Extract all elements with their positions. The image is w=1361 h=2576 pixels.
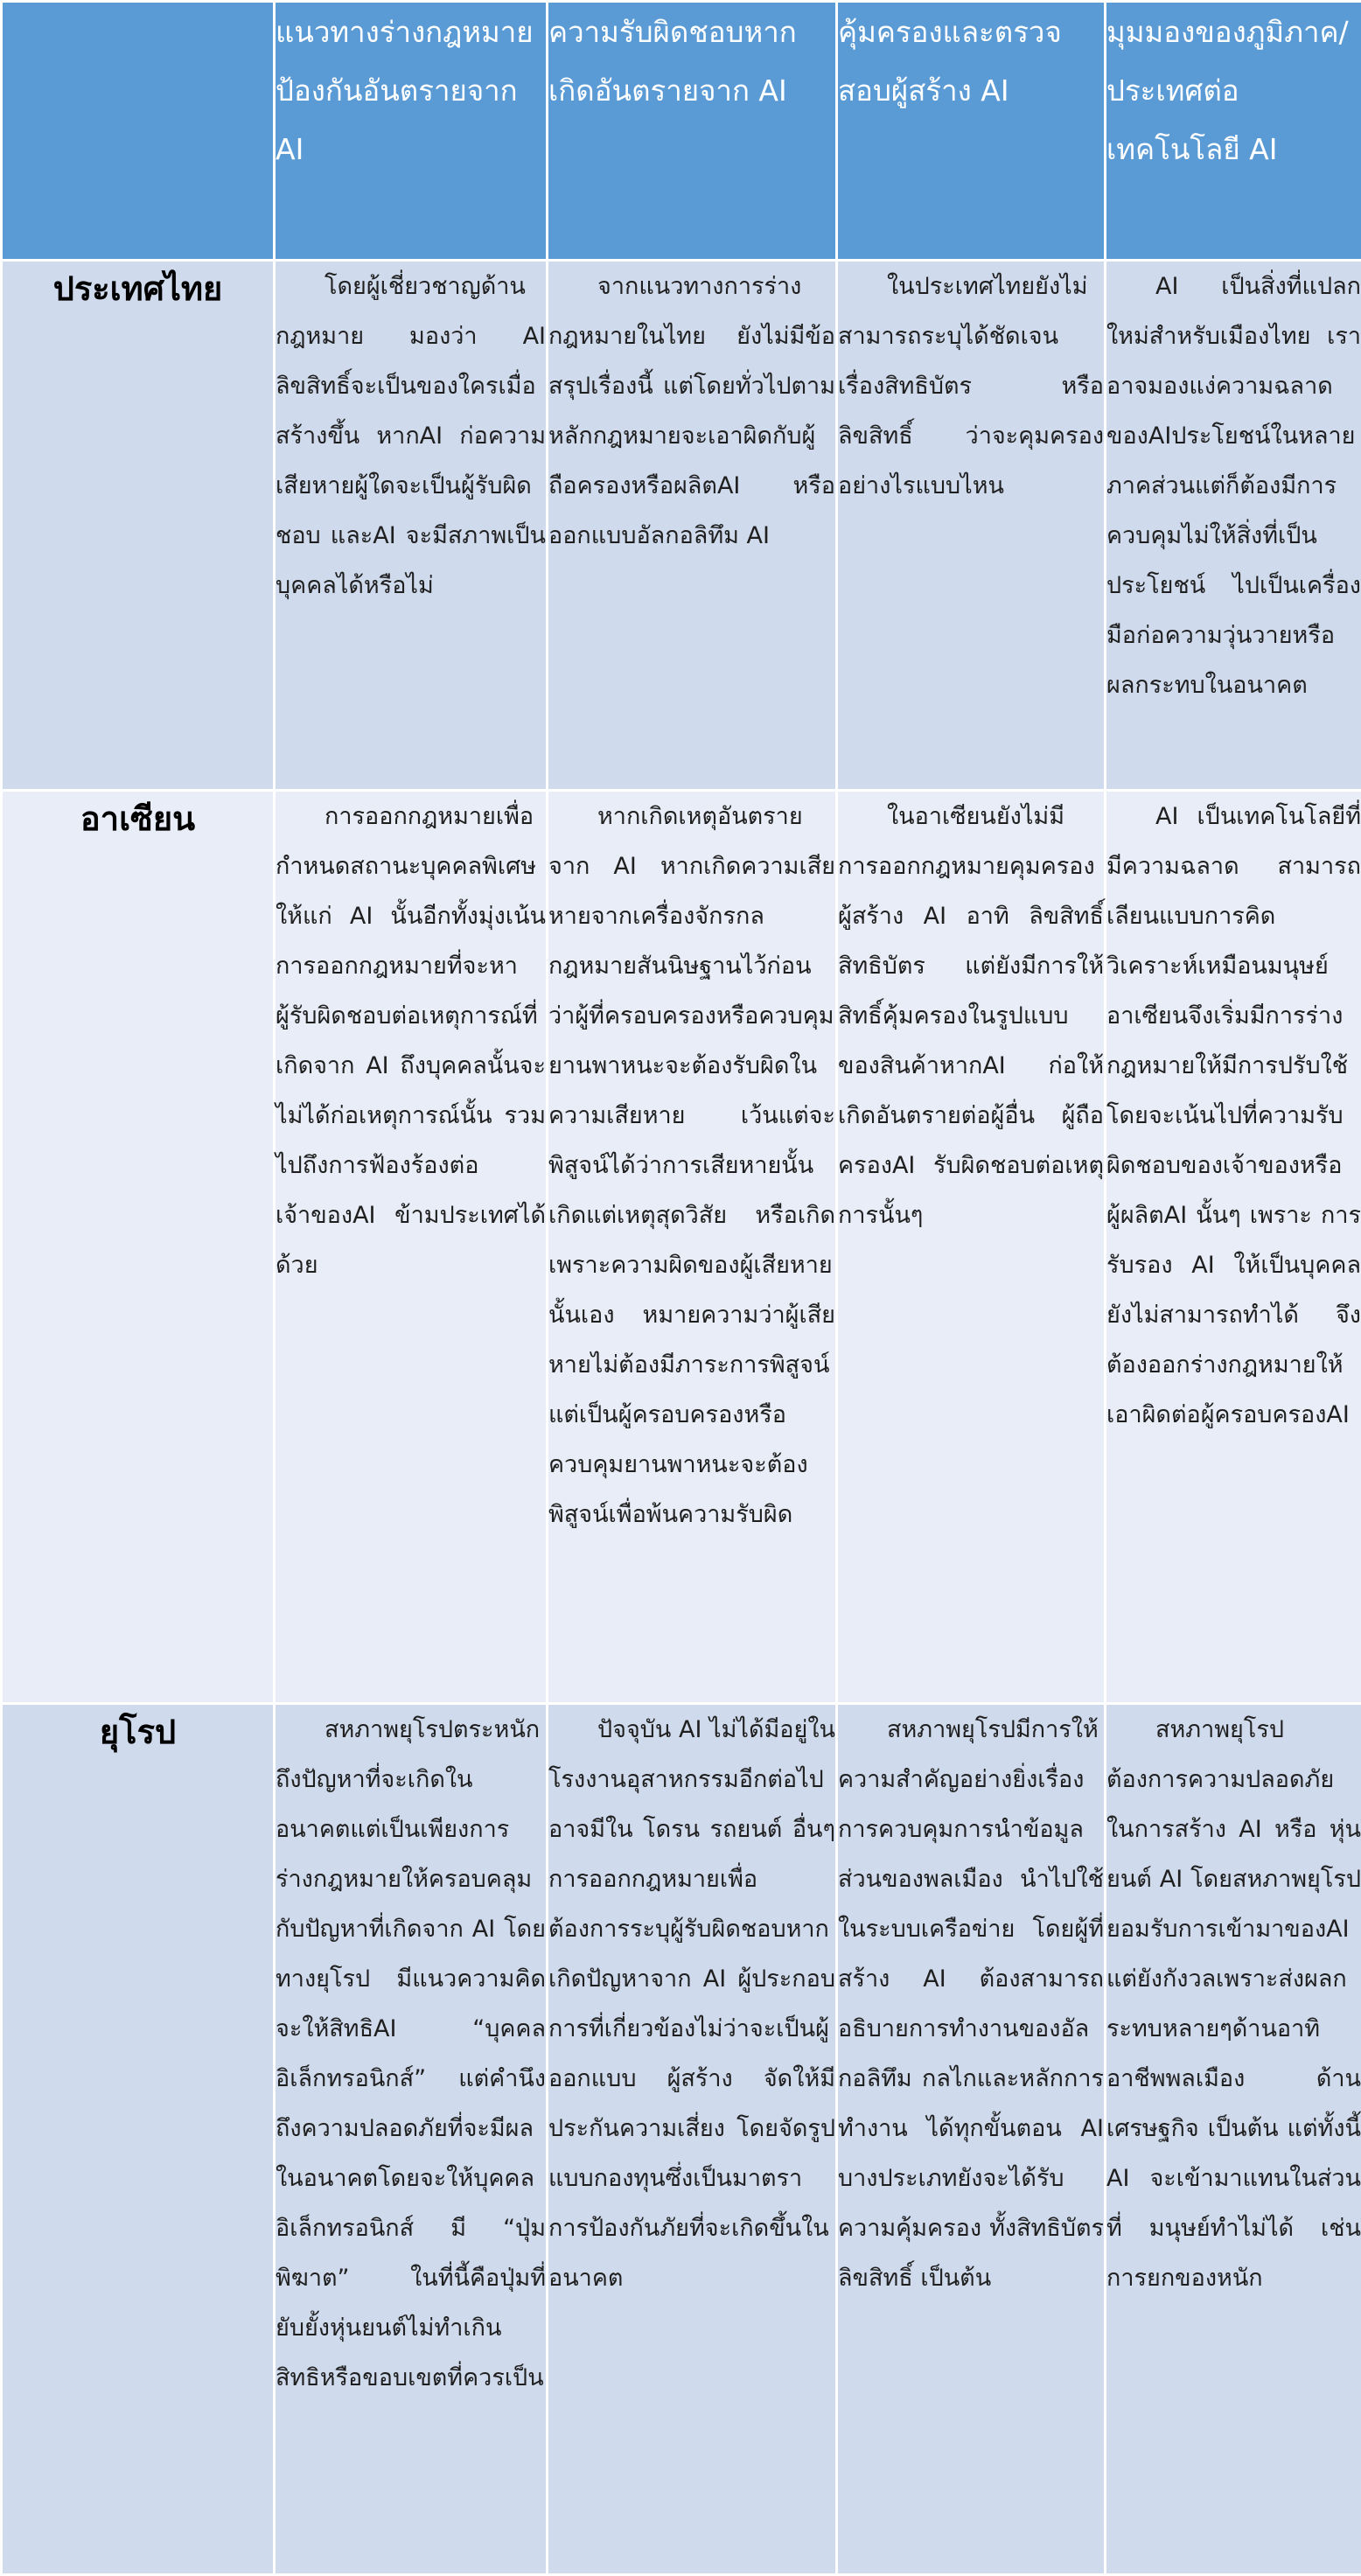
cell-europe-liability: ปัจจุบัน AI ไม่ได้มีอยู่ในโรงงานอุสาหกรรมอีกต่อไป อาจมีใน โดรน รถยนต์ อื่นๆ การออกกฎหมายเพื่อต้องการระบุผู้รับผิดชอบหากเกิดปัญหาจาก AI ผู้ประกอบการที่เกี่ยวข้องไม่ว่าจะเป็นผู้ออกแบบ ผู้สร้าง จัดให้มีประกันความเสี่ยง โดยจัดรูปแบบกองทุนซึ่งเป็นมาตราการป้องกันภัยที่จะเกิดขึ้นในอนาคต: [548, 1704, 837, 2575]
row-header-asean: อาเซียน: [2, 791, 275, 1704]
table-row-thailand: [2, 261, 1361, 791]
corner-cell: [2, 2, 275, 261]
column-header-legal-approach: แนวทางร่างกฎหมายป้องกันอันตรายจาก AI: [275, 2, 548, 261]
table-row-asean: [2, 791, 1361, 1704]
cell-thailand-regional-view: AI เป็นสิ่งที่แปลกใหม่สำหรับเมืองไทย เราอาจมองแง่ความฉลาดของAIประโยชน์ในหลายภาคส่วนแต่ก็ต้องมีการควบคุมไม่ให้สิ่งที่เป็นประโยชน์ ไปเป็นเครื่องมือก่อความวุ่นวายหรือผลกระทบในอนาคต: [1106, 261, 1361, 791]
cell-asean-creator-protection: ในอาเซียนยังไม่มีการออกกฎหมายคุมครองผู้สร้าง AI อาทิ ลิขสิทธิ์ สิทธิบัตร แต่ยังมีการให้สิทธิ์คุ้มครองในรูปแบบของสินค้าหากAI ก่อให้เกิดอันตรายต่อผู้อื่น ผู้ถือครองAI รับผิดชอบต่อเหตุการนั้นๆ: [837, 791, 1106, 1704]
cell-thailand-liability: จากแนวทางการร่างกฎหมายในไทย ยังไม่มีข้อสรุปเรื่องนี้ แต่โดยทั่วไปตามหลักกฎหมายจะเอาผิดกับผู้ถือครองหรือผลิตAI หรือ ออกแบบอัลกอลิทึม AI: [548, 261, 837, 791]
cell-europe-legal-approach: สหภาพยุโรปตระหนักถึงปัญหาที่จะเกิดในอนาคตแต่เป็นเพียงการร่างกฎหมายให้ครอบคลุมกับปัญหาที่เกิดจาก AI โดยทางยุโรป มีแนวความคิดจะให้สิทธิAI “บุคคลอิเล็กทรอนิกส์” แต่คำนึงถึงความปลอดภัยที่จะมีผลในอนาคตโดยจะให้บุคคลอิเล็กทรอนิกส์ มี “ปุ่มพิฆาต” ในที่นี้คือปุ่มที่ยับยั้งหุ่นยนต์ไม่ทำเกินสิทธิหรือขอบเขตที่ควรเป็น: [275, 1704, 548, 2575]
row-header-thailand: ประเทศไทย: [2, 261, 275, 791]
cell-thailand-creator-protection: ในประเทศไทยยังไม่สามารถระบุได้ชัดเจนเรื่องสิทธิบัตร หรือ ลิขสิทธิ์ ว่าจะคุมครองอย่างไรแบบไหน: [837, 261, 1106, 791]
column-header-liability: ความรับผิดชอบหากเกิดอันตรายจาก AI: [548, 2, 837, 261]
column-header-regional-view: มุมมองของภูมิภาค/ประเทศต่อเทคโนโลยี AI: [1106, 2, 1361, 261]
cell-europe-regional-view: สหภาพยุโรปต้องการความปลอดภัยในการสร้าง AI หรือ หุ่นยนต์ AI โดยสหภาพยุโรปยอมรับการเข้ามาของAI แต่ยังกังวลเพราะส่งผลกระทบหลายๆด้านอาทิ อาชีพพลเมือง ด้านเศรษฐกิจ เป็นต้น แต่ทั้งนี้ AI จะเข้ามาแทนในส่วนที่ มนุษย์ทำไม่ได้ เช่น การยกของหนัก: [1106, 1704, 1361, 2575]
column-header-creator-protection: คุ้มครองและตรวจสอบผู้สร้าง AI: [837, 2, 1106, 261]
cell-thailand-legal-approach: โดยผู้เชี่ยวชาญด้านกฎหมาย มองว่า AI ลิขสิทธิ์จะเป็นของใครเมื่อสร้างขึ้น หากAI ก่อความเสียหายผู้ใดจะเป็นผู้รับผิดชอบ และAI จะมีสภาพเป็นบุคคลได้หรือไม่: [275, 261, 548, 791]
row-header-europe: ยุโรป: [2, 1704, 275, 2575]
cell-europe-creator-protection: สหภาพยุโรปมีการให้ความสำคัญอย่างยิ่งเรื่องการควบคุมการนำข้อมูลส่วนของพลเมือง นำไปใช้ในระบบเครือข่าย โดยผู้ที่สร้าง AI ต้องสามารถอธิบายการทำงานของอัลกอลิทึม กลไกและหลักการทำงาน ได้ทุกขั้นตอน AI บางประเภทยังจะได้รับความคุ้มครอง ทั้งสิทธิบัตร ลิขสิทธิ์ เป็นต้น: [837, 1704, 1106, 2575]
header-row: [2, 2, 1361, 261]
cell-asean-liability: หากเกิดเหตุอันตรายจาก AI หากเกิดความเสียหายจากเครื่องจักรกล กฎหมายสันนิษฐานไว้ก่อนว่าผู้ที่ครอบครองหรือควบคุมยานพาหนะจะต้องรับผิดในความเสียหาย เว้นแต่จะพิสูจน์ได้ว่าการเสียหายนั้นเกิดแต่เหตุสุดวิสัย หรือเกิดเพราะความผิดของผู้เสียหายนั้นเอง หมายความว่าผู้เสียหายไม่ต้องมีภาระการพิสูจน์ แต่เป็นผู้ครอบครองหรือควบคุมยานพาหนะจะต้องพิสูจน์เพื่อพ้นความรับผิด: [548, 791, 837, 1704]
table-row-europe: [2, 1704, 1361, 2575]
cell-asean-regional-view: AI เป็นเทคโนโลยีที่มีความฉลาด สามารถเลียนแบบการคิดวิเคราะห์เหมือนมนุษย์ อาเซียนจึงเริ่มมีการร่างกฎหมายให้มีการปรับใช้โดยจะเน้นไปที่ความรับผิดชอบของเจ้าของหรือ ผู้ผลิตAI นั้นๆ เพราะ การรับรอง AI ให้เป็นบุคคลยังไม่สามารถทำได้ จึงต้องออกร่างกฎหมายให้เอาผิดต่อผู้ครอบครองAI: [1106, 791, 1361, 1704]
cell-asean-legal-approach: การออกกฎหมายเพื่อกำหนดสถานะบุคคลพิเศษให้แก่ AI นั้นอีกทั้งมุ่งเน้นการออกกฎหมายที่จะหาผู้รับผิดชอบต่อเหตุการณ์ที่เกิดจาก AI ถึงบุคคลนั้นจะไม่ได้ก่อเหตุการณ์นั้น รวมไปถึงการฟ้องร้องต่อเจ้าของAI ข้ามประเทศได้ด้วย: [275, 791, 548, 1704]
